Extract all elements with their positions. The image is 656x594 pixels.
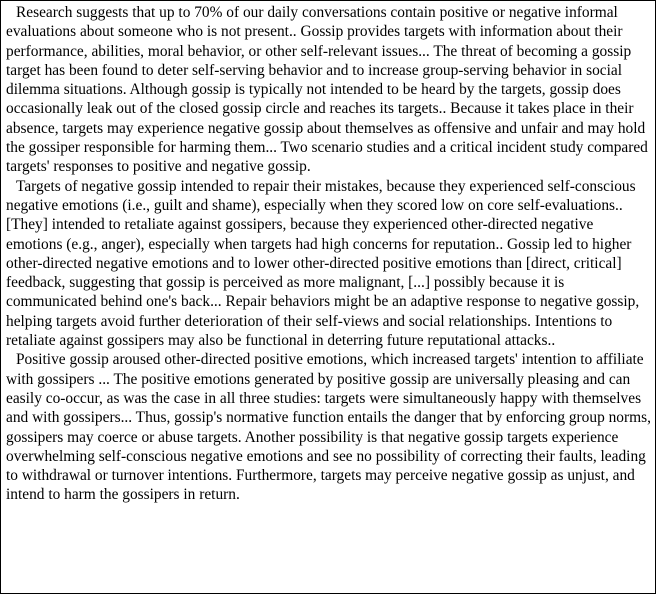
paragraph-positive-gossip: Positive gossip aroused other-directed positive emotions, which increased targets' intention to affiliate with gossipers ... The positive emotions generated by positive gossip are universally pleasing and can easily co-occur, as was the case in all three studies: targets were simultaneously happy with themselves and with gossipers... Thus, gossip's normative function entails the danger that by enforcing group norms, gossipers may coerce or abuse targets. Another possibility is that negative gossip targets experience overwhelming self-conscious negative emotions and see no possibility of correcting their faults, leading to withdrawal or turnover intentions. Furthermore, targets may perceive negative gossip as unjust, and intend to harm the gossipers in return. [6,351,651,504]
document-body [6,3,651,505]
paragraph-research: Research suggests that up to 70% of our daily conversations contain positive or negative informal evaluations about someone who is not present.. Gossip provides targets with information about their performance, abilities, moral behavior, or other self-relevant issues... The threat of becoming a gossip target has been found to deter self-serving behavior and to increase group-serving behavior in social dilemma situations. Although gossip is typically not intended to be heard by the targets, gossip does occasionally leak out of the closed gossip circle and reaches its targets.. Because it takes place in their absence, targets may experience negative gossip about themselves as offensive and unfair and may hold the gossiper responsible for harming them... Two scenario studies and a critical incident study compared targets' responses to positive and negative gossip. [6,4,648,176]
paragraph-negative-gossip: Targets of negative gossip intended to repair their mistakes, because they experienced self-conscious negative emotions (i.e., guilt and shame), especially when they scored low on core self-evaluations.. [They] intended to retaliate against gossipers, because they experienced other-directed negative emotions (e.g., anger), especially when targets had high concerns for reputation.. Gossip led to higher other-directed negative emotions and to lower other-directed positive emotions than [direct, critical] feedback, suggesting that gossip is perceived as more malignant, [...] possibly because it is communicated behind one's back... Repair behaviors might be an adaptive response to negative gossip, helping targets avoid further deterioration of their self-views and social relationships. Intentions to retaliate against gossipers may also be functional in deterring future reputational attacks.. [6,177,640,350]
